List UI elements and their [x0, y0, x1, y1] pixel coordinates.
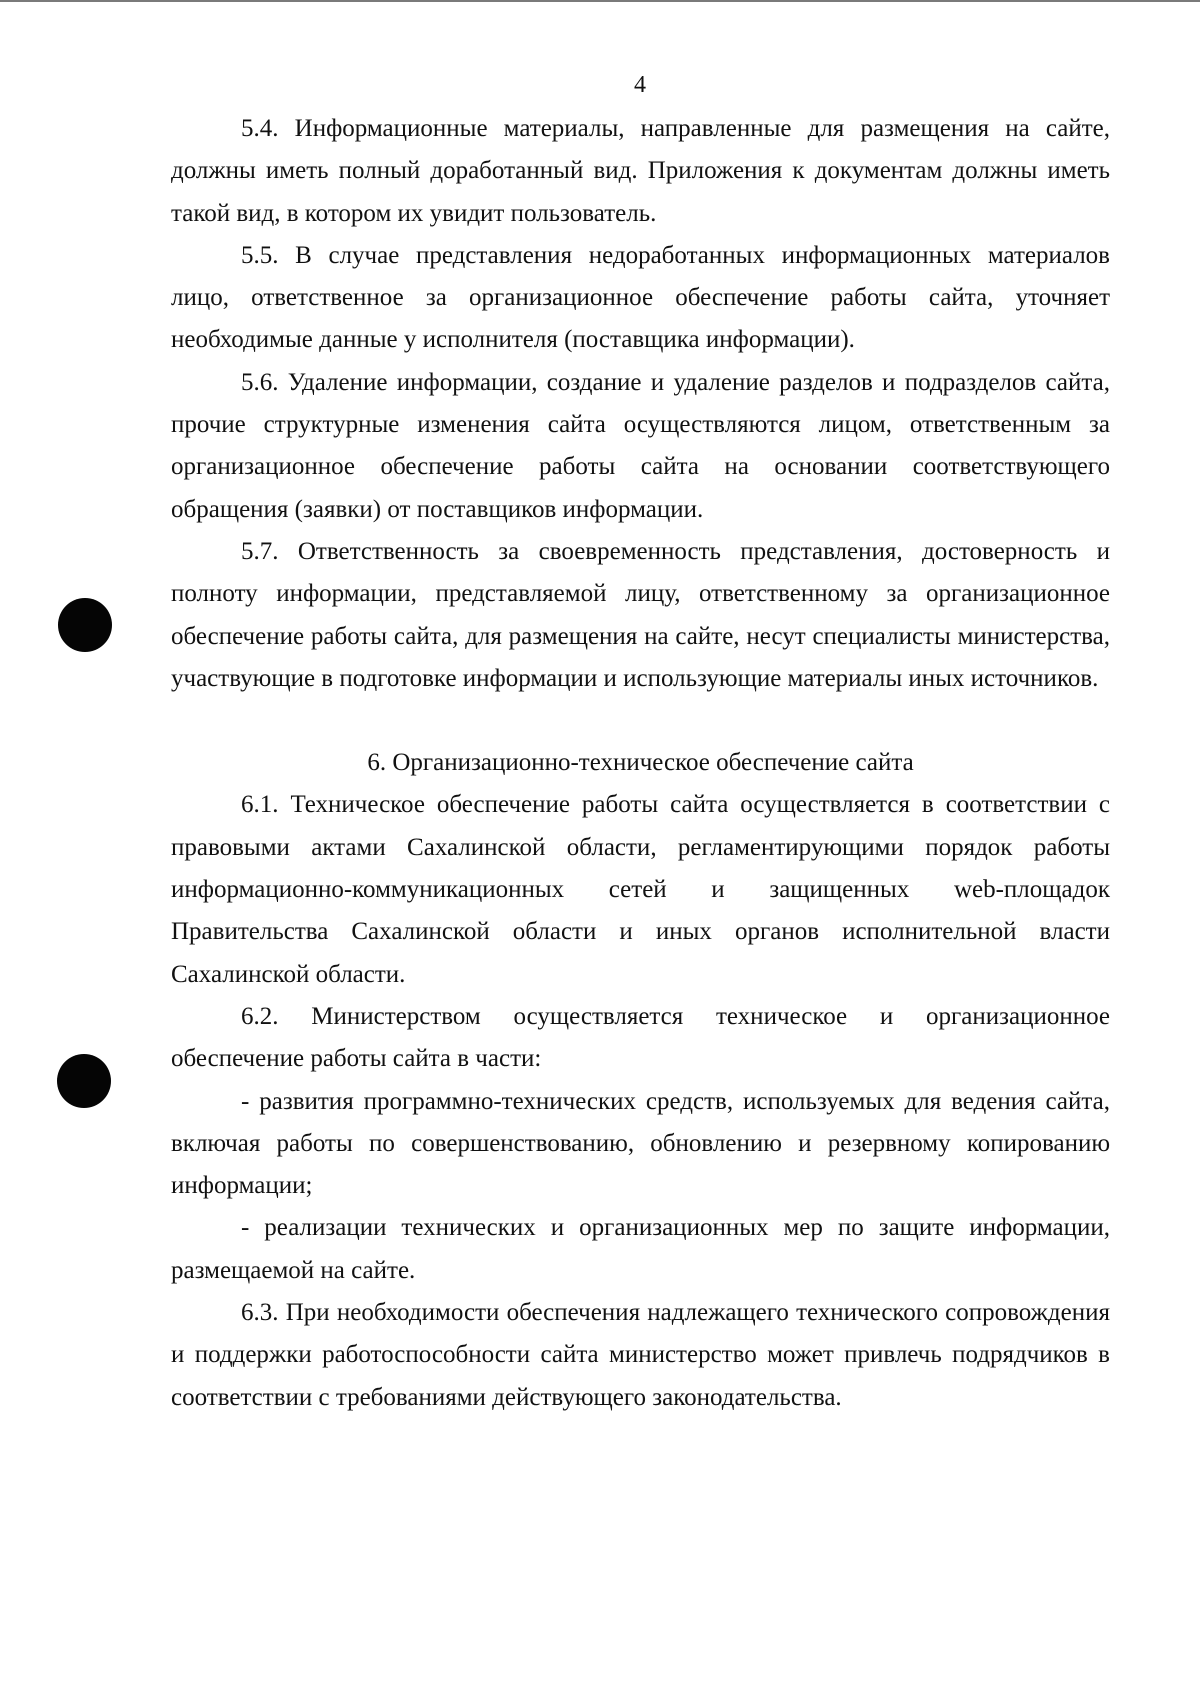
paragraph-6-2: 6.2. Министерством осуществляется техническое и организационное обеспечение работы сайта в части:	[171, 1002, 1110, 1073]
list-item-protection: - реализации технических и организационных мер по защите информации, размещаемой на сайте.	[171, 1214, 1110, 1284]
page-number: 4	[634, 72, 646, 98]
paragraph-5-4: 5.4. Информационные материалы, направленные для размещения на сайте, должны иметь полный доработанный вид. Приложения к документам должны иметь такой вид, в котором их увидит пользователь.	[171, 115, 1110, 227]
punch-hole-upper	[58, 598, 112, 652]
paragraph-5-6: 5.6. Удаление информации, создание и удаление разделов и подразделов сайта, прочие структурные изменения сайта осуществляются лицом, ответственным за организационное обеспечение работы сайта на основании соответствующего обращения (заявки) от поставщиков информации.	[171, 368, 1110, 523]
list-item-development: - развития программно-технических средств, используемых для ведения сайта, включая работы по совершенствованию, обновлению и резервному копированию информации;	[171, 1087, 1110, 1200]
document-body	[171, 108, 1110, 1419]
punch-hole-lower	[57, 1054, 111, 1108]
paragraph-5-5: 5.5. В случае представления недоработанных информационных материалов лицо, ответственное за организационное обеспечение работы сайта, уточняет необходимые данные у исполнителя (поставщика информации).	[171, 241, 1110, 354]
scan-top-edge	[0, 0, 1200, 2]
section-gap	[171, 700, 1110, 742]
section-6-heading: 6. Организационно-техническое обеспечение сайта	[367, 749, 914, 777]
paragraph-5-7: 5.7. Ответственность за своевременность представления, достоверность и полноту информации, представляемой лицу, ответственному за организационное обеспечение работы сайта, для размещения на сайте, несут специалисты министерства, участвующие в подготовке информации и использующие материалы иных источников.	[171, 537, 1110, 692]
paragraph-6-1: 6.1. Техническое обеспечение работы сайта осуществляется в соответствии с правовыми актами Сахалинской области, регламентирующими порядок работы информационно-коммуникационных сетей и защищенных web-площадок Правительства Сахалинской области и иных органов исполнительной власти Сахалинской области.	[171, 791, 1110, 988]
paragraph-6-3: 6.3. При необходимости обеспечения надлежащего технического сопровождения и поддержки работоспособности сайта министерство может привлечь подрядчиков в соответствии с требованиями действующего законодательства.	[171, 1299, 1110, 1411]
